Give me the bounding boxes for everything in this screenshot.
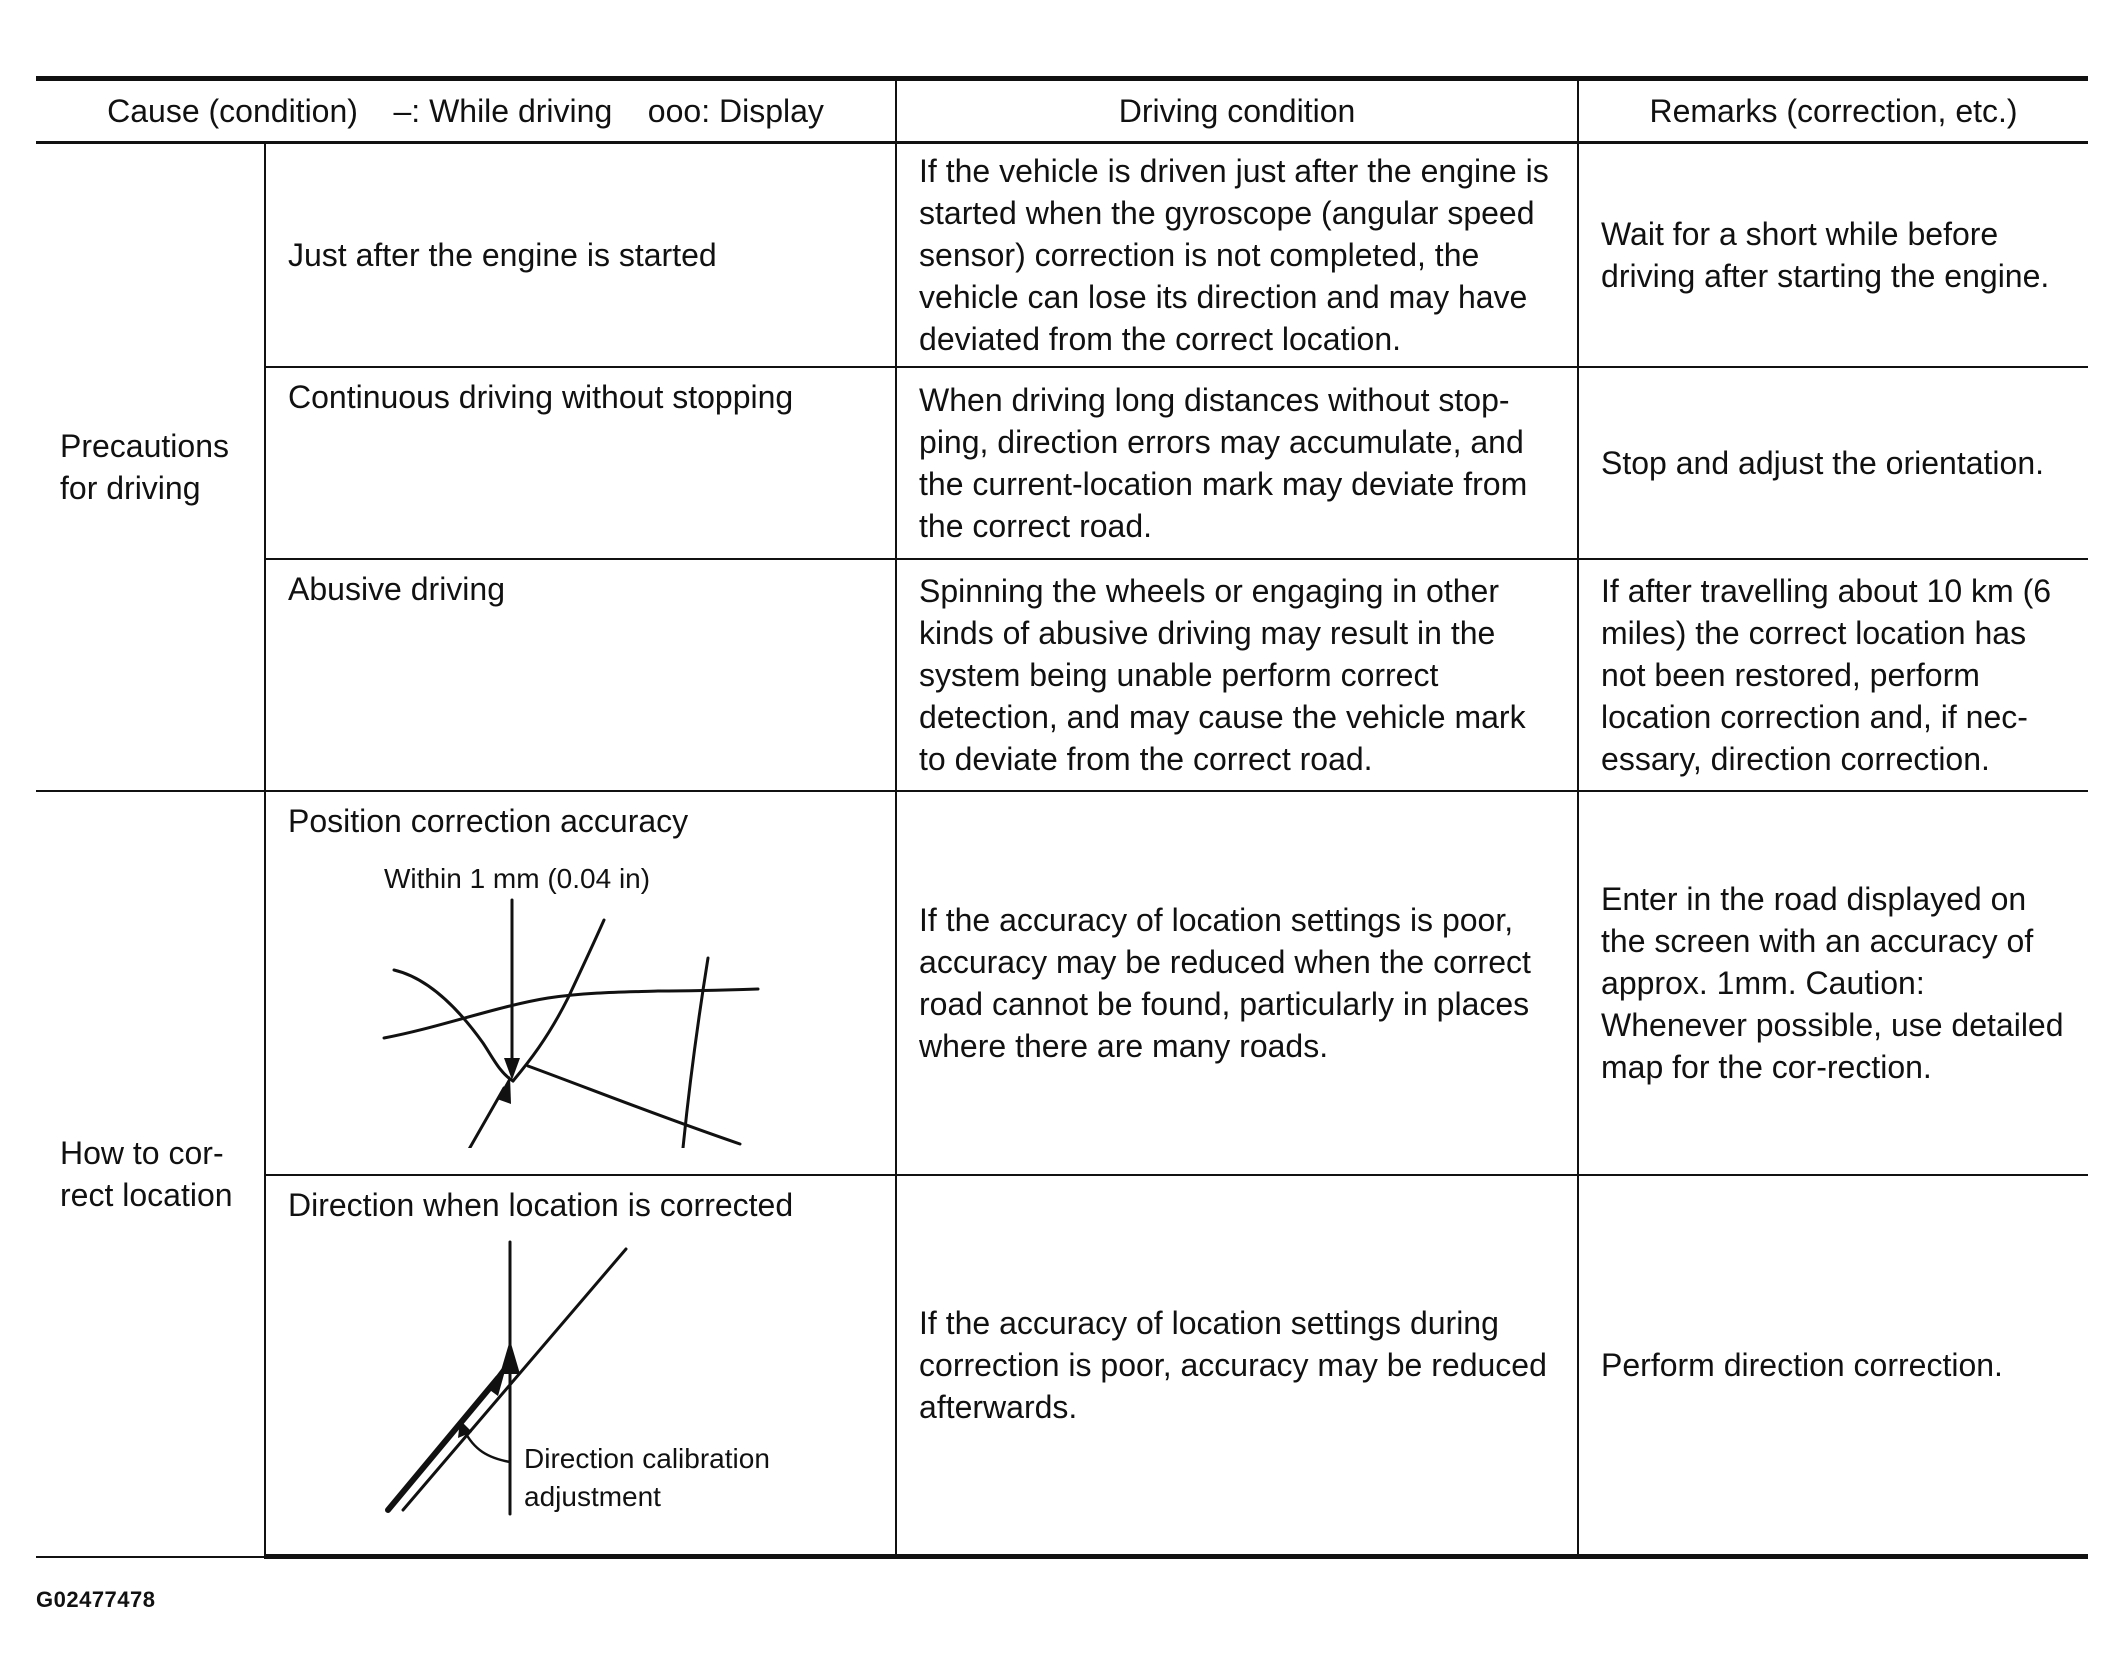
cause-label: Direction when location is corrected <box>288 1187 794 1223</box>
cause-label: Position correction accuracy <box>288 803 689 839</box>
cause-cell-with-figure <box>265 1175 896 1557</box>
cause-cell: Abusive driving <box>265 559 896 791</box>
calibration-arc <box>464 1430 510 1462</box>
condition-cell: Spinning the wheels or engaging in other kinds of abusive driving may result in the system being unable perform correct detection, and may cause the vehicle mark to deviate from the correct road. <box>896 559 1578 791</box>
table-row <box>36 143 2088 368</box>
map-road-curve-left <box>394 970 513 1081</box>
header-remarks: Remarks (correction, etc.) <box>1578 79 2088 143</box>
header-cause: Cause (condition) –: While driving ooo: Display <box>36 79 896 143</box>
remark-cell: Enter in the road displayed on the screen with an accuracy of approx. 1mm. Caution: Whenever possible, use detailed map for the cor-rection. <box>1578 791 2088 1175</box>
category-precautions: Precautions for driving <box>36 143 265 792</box>
remark-cell: If after travelling about 10 km (6 miles) the correct location has not been restored, perform location correction and, if nec-essary, direction correction. <box>1578 559 2088 791</box>
figure-label-within-1mm: Within 1 mm (0.04 in) <box>384 863 651 894</box>
map-road-vertical <box>683 958 708 1148</box>
navigation-correction-table <box>36 76 2088 1559</box>
road-map-diagram <box>288 848 808 1148</box>
category-how-to-correct: How to cor-rect location <box>36 791 265 1557</box>
condition-cell: When driving long distances without stop-ping, direction errors may accumulate, and the current-location mark may deviate from the correct road. <box>896 367 1578 559</box>
table-row <box>36 791 2088 1175</box>
document-id: G02477478 <box>36 1587 156 1612</box>
remark-cell: Stop and adjust the orientation. <box>1578 367 2088 559</box>
map-road-curve-right <box>513 920 604 1081</box>
condition-cell: If the accuracy of location settings during correction is poor, accuracy may be reduced afterwards. <box>896 1175 1578 1557</box>
table-row <box>36 1175 2088 1557</box>
table-row <box>36 367 2088 559</box>
table-row <box>36 559 2088 791</box>
condition-cell: If the vehicle is driven just after the engine is started when the gyroscope (angular speed sensor) correction is not completed, the vehicle can lose its direction and may have deviated from the correct location. <box>896 143 1578 368</box>
vehicle-heading-line <box>388 1378 498 1510</box>
figure-label-adjustment: adjustment <box>524 1481 661 1512</box>
vehicle-arrowhead <box>497 1076 511 1104</box>
map-vehicle-arrow-line <box>464 1088 504 1148</box>
cause-cell: Just after the engine is started <box>265 143 896 368</box>
cause-cell: Continuous driving without stopping <box>265 367 896 559</box>
remark-cell: Perform direction correction. <box>1578 1175 2088 1557</box>
cause-cell-with-figure <box>265 791 896 1175</box>
map-road-diagonal <box>528 1066 740 1144</box>
condition-cell: If the accuracy of location settings is poor, accuracy may be reduced when the correct road cannot be found, particularly in places where there are many roads. <box>896 791 1578 1175</box>
remark-cell: Wait for a short while before driving after starting the engine. <box>1578 143 2088 368</box>
direction-correction-diagram <box>288 1232 848 1522</box>
header-driving-condition: Driving condition <box>896 79 1578 143</box>
figure-label-direction-calibration: Direction calibration <box>524 1443 770 1474</box>
table-header-row <box>36 79 2088 143</box>
